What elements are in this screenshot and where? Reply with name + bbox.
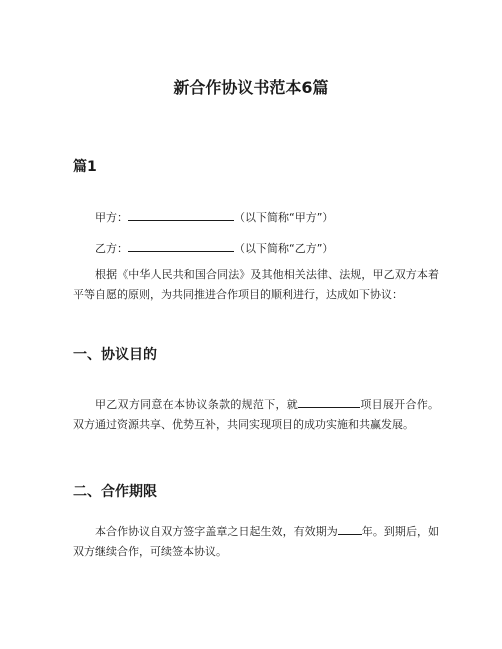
preamble-paragraph: 根据《中华人民共和国合同法》及其他相关法律、法规，甲乙双方本着平等自愿的原则，为共同推进合作项目的顺利进行，达成如下协议： [73,268,439,301]
term-years-blank [338,523,362,535]
section-purpose-paragraph [73,395,439,435]
party-b-line [95,240,333,257]
party-b-suffix: （以下简称“乙方”） [234,242,334,255]
term-text-after: 年。到期后，如双方继续合作，可续签本协议。 [73,525,440,558]
section-heading-term: 二、合作期限 [73,484,157,500]
purpose-text-after: 项目展开合作。双方通过资源共享、优势互补，共同实现项目的成功实施和共赢发展。 [73,398,440,431]
section-term-paragraph [73,522,439,562]
term-text-before: 本合作协议自双方签字盖章之日起生效，有效期为 [95,525,338,538]
document-title: 新合作协议书范本6篇 [173,78,329,97]
party-b-blank [128,240,234,252]
part-heading: 篇1 [73,159,97,175]
party-a-suffix: （以下简称“甲方”） [234,211,334,224]
project-name-blank [298,396,360,408]
party-a-line [95,209,333,226]
party-b-label: 乙方： [95,242,128,255]
purpose-text-before: 甲乙双方同意在本协议条款的规范下，就 [95,398,299,411]
party-a-blank [128,209,234,221]
party-a-label: 甲方： [95,211,128,224]
section-heading-purpose: 一、协议目的 [73,347,157,363]
